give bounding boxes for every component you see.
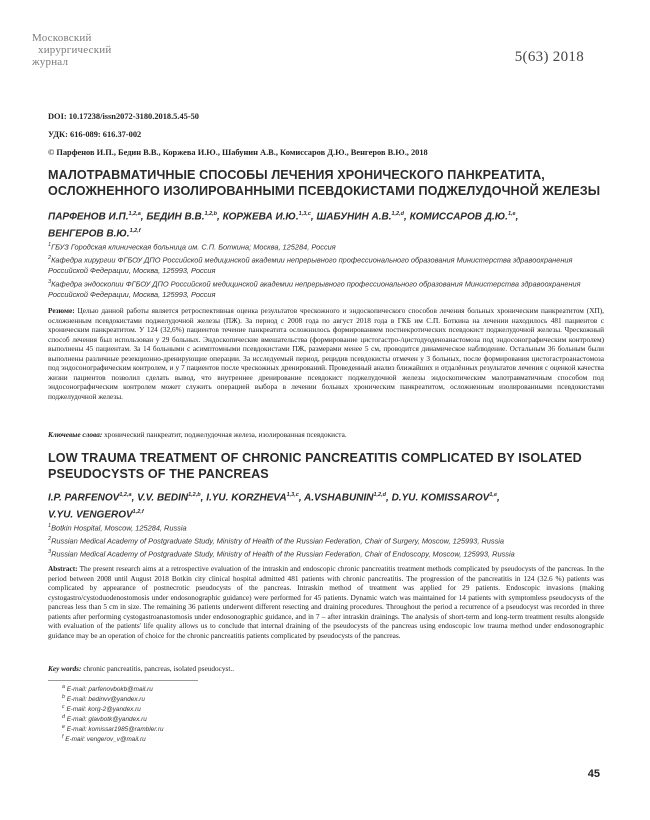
affiliation-text: Russian Medical Academy of Postgraduate Study, Ministry of Health of the Russian Federation, Chair of Surgery, Moscow, 125993, Russia [51, 536, 505, 546]
email-item [62, 724, 164, 734]
affiliations-en [48, 521, 608, 560]
keywords-ru-text: хронический панкреатит, поджелудочная железа, изолированная псевдокиста. [104, 430, 347, 439]
author: V.V. BEDIN [137, 492, 189, 504]
author-sup: 1,2,d [391, 211, 405, 217]
abstract-en [48, 564, 604, 640]
author-sup: 1,3,c [286, 492, 299, 498]
affiliations-ru [48, 240, 608, 300]
author-sup: 1,2,a [128, 211, 141, 217]
affiliation-text: Russian Medical Academy of Postgraduate Study, Ministry of Health of the Russian Federation, Chair of Endoscopy, Moscow, 125993, Russia [51, 549, 515, 559]
affiliation [48, 253, 608, 277]
email-item [62, 714, 164, 724]
abstract-en-text: The present research aims at a retrospective evaluation of the intraskin and endoscopic chronic pancreatitis treatment methods complicated by pseudocysts of the pancreas. In the period between 2008 until August 2018 Botkin city clinical hospital admitted 481 patients with chronic pancreatitis. The progression of the pancreatitis in 124 (32.6 %) patients was complicated by appearance of postnecrotic pseudocysts of the pancreas. Intraskin method of treatment was applied for 29 patients. Endoscopic invasions (making cystogastro/cystoduodenostomosis under endosonographic guidance) were performed for 45 patients. Dynamic watch was maintained for 14 patients with symptomless pseudocysts of the pancreas less than 5 cm in size. The remaining 36 patients underwent different resecting and draining procedures. Throughout the period a recurrence of a pseudocyst was recorded in three patients after performing cystogastroanastomosis under endosonographic guidance, and in 7 – after intraskin drainings. The analysis of short-term and long-term treatment results alongside with evaluation of the patients' life quality allows us to conclude that internal draining of the pseudocysts of the pancreas using endoscopic low trauma method under endosonographic guidance may be an operation of choice for the chronic pancreatitis patients complicated by pseudocysts of the pancreas. [48, 564, 604, 640]
affiliation-sup: 1 [48, 523, 52, 529]
email-sup: c [62, 703, 65, 710]
affiliation [48, 534, 608, 547]
author: V.YU. VENGEROV [48, 509, 133, 521]
affiliation-text: Кафедра эндоскопии ФГБОУ ДПО Российской медицинской академии непрерывного профессионального образования Министерства здравоохранения Российской Федерации, Москва, 125993, Россия [48, 279, 581, 299]
issue-number: 5(63) 2018 [514, 49, 584, 65]
author-sup: 1,2,f [129, 228, 141, 235]
author-sup: 1,2,d [373, 492, 386, 498]
author: I.P. PARFENOV [48, 492, 120, 504]
author-sup: 1,2,b [188, 492, 201, 498]
abstract-ru-text: Целью данной работы является ретроспективная оценка результатов чрескожного и эндоскопического способов лечения больных хроническим панкреатитом (ХП), осложненным псевдокистами поджелудочной железы (ПЖ). За период с 2008 года по август 2018 года в ГКБ им С.П. Боткина на лечении находилось 481 пациентов с хроническим панкреатитом. У 124 (32,6%) пациентов течение панкреатита осложнилось формированием постнекротических псевдокист поджелудочной железы. Чрескожный способ лечения был использован у 29 больных. Эндоскопические вмешательства (формирование цистогастро-/цистодуоденоанастомоза под эндосонографическим контролем) выполнены 45 пациентам. За 14 больными с асимптомными псевдокистами ПЖ, размерами менее 5 см, проводится динамическое наблюдение. Остальным 36 больным были выполнены различные резекционно-дренирующие операции. За исследуемый период, рецидив псевдокисты отмечен у 3 больных, после формирования цистогастроанастомоза под эндосонографическим контролем, и у 7 пациентов после чрескожных дренирований. Проведенный анализ ближайших и отдалённых результатов лечения с оценкой качества жизни пациентов позволил сделать вывод, что внутреннее дренирование псевдокист поджелудочной железы эндоскопическим малотравматичным способом под эндосонографическим контролем может служить операцией выбора в лечении больных хроническим панкреатитом, осложненным изолированными псевдокистами поджелудочной железы. [48, 306, 604, 401]
email-text[interactable]: E-mail: parfenovbokb@mail.ru [66, 686, 153, 694]
copyright: © Парфенов И.П., Бедин В.В., Коржева И.Ю., Шабунин А.В., Комиссаров Д.Ю., Венгеров В.Ю., 2018 [48, 148, 428, 157]
author: КОРЖЕВА И.Ю. [222, 211, 299, 223]
logo-line-1: Московский [32, 32, 92, 44]
affiliation [48, 521, 608, 534]
author-sup: 1,2,f [132, 509, 144, 516]
affiliation [48, 547, 608, 560]
email-item [62, 694, 164, 704]
affiliation [48, 277, 608, 301]
author: I.YU. KORZHEVA [206, 492, 287, 504]
email-text[interactable]: E-mail: bedinvv@yandex.ru [66, 696, 145, 704]
authors-ru: ПАРФЕНОВ И.П.$^{1,2,a}$, БЕДИН В.В.$^{1,2,b}$, КОРЖЕВА И.Ю.$^{1,3,c}$, ШАБУНИН А.В.$^{1,2,d}$, КОМИССАРОВ Д.Ю.$^{1,e}$, ВЕНГЕРОВ В.Ю.$^{1,2,f}$ [48, 211, 519, 240]
affiliation-text: ГБУЗ Городская клиническая больница им. С.П. Боткина; Москва, 125284, Россия [51, 242, 336, 252]
email-sup: a [62, 684, 65, 690]
page-number: 45 [587, 768, 600, 780]
email-sup: f [62, 733, 64, 740]
keywords-en-text: chronic pancreatitis, pancreas, isolated pseudocyst.. [83, 664, 235, 673]
abstract-ru [48, 306, 604, 401]
keywords-en [48, 664, 604, 674]
udk: УДК: 616-089: 616.37-002 [48, 130, 142, 139]
keywords-en-label: Key words: [48, 664, 82, 673]
email-text[interactable]: E-mail: korg-2@yandex.ru [66, 705, 141, 713]
title-ru-line-2: ОСЛОЖНЕННОГО ИЗОЛИРОВАННЫМИ ПСЕВДОКИСТАМИ ПОДЖЕЛУДОЧНОЙ ЖЕЛЕЗЫ [48, 184, 601, 198]
email-item [62, 734, 164, 744]
footnote-divider [48, 680, 198, 681]
author: КОМИССАРОВ Д.Ю. [409, 211, 508, 223]
email-text[interactable]: E-mail: glavbotk@yandex.ru [66, 715, 147, 723]
email-footnotes [62, 684, 164, 744]
author-sup: 1,3,c [298, 211, 311, 217]
abstract-en-label: Abstract: [48, 564, 78, 573]
authors-en: I.P. PARFENOV$^{1,2,a}$, V.V. BEDIN$^{1,2,b}$, I.YU. KORZHEVA$^{1,3,c}$, A.VSHABUNIN$^{1,2,d}$, D.YU. KOMISSAROV$^{1,e}$, V.YU. VENGEROV$^{1,2,f}$ [48, 492, 500, 521]
author: ВЕНГЕРОВ В.Ю. [48, 228, 130, 240]
author: ПАРФЕНОВ И.П. [48, 211, 129, 223]
logo-line-3: журнал [32, 56, 69, 68]
title-en-line-2: PSEUDOCYSTS OF THE PANCREAS [48, 467, 269, 481]
author: БЕДИН В.В. [146, 211, 205, 223]
affiliation [48, 240, 608, 253]
title-en-line-1: LOW TRAUMA TREATMENT OF CHRONIC PANCREATITIS COMPLICATED BY ISOLATED [48, 451, 582, 465]
author: ШАБУНИН А.В. [316, 211, 392, 223]
affiliation-sup: 3 [48, 549, 52, 556]
affiliation-sup: 2 [48, 536, 52, 543]
affiliation-text: Кафедра хирургии ФГБОУ ДПО Российской медицинской академии непрерывного профессионального образования Министерства здравоохранения Российской Федерации, Москва, 125993, Россия [48, 255, 573, 276]
doi: DOI: 10.17238/issn2072-3180.2018.5.45-50 [48, 112, 199, 121]
logo-line-2: хирургический [38, 44, 112, 56]
author: A.VSHABUNIN [304, 492, 374, 504]
affiliation-sup: 3 [48, 278, 52, 285]
email-text[interactable]: E-mail: vengerov_v@mail.ru [65, 735, 146, 743]
keywords-ru-label: Ключевые слова: [48, 430, 103, 439]
author: D.YU. KOMISSAROV [391, 492, 490, 504]
email-item [62, 704, 164, 714]
author-sup: 1,2,b [204, 211, 218, 217]
email-item [62, 684, 164, 694]
author-sup: 1,2,a [119, 492, 132, 498]
keywords-ru [48, 430, 604, 440]
title-ru-line-1: МАЛОТРАВМАТИЧНЫЕ СПОСОБЫ ЛЕЧЕНИЯ ХРОНИЧЕСКОГО ПАНКРЕАТИТА, [48, 168, 545, 182]
title-en [48, 450, 608, 482]
affiliation-sup: 2 [48, 255, 52, 262]
abstract-ru-label: Резюме: [48, 306, 75, 315]
author-sup: 1,e [489, 492, 498, 498]
email-sup: d [62, 713, 65, 720]
journal-logo [32, 32, 142, 72]
title-ru [48, 167, 608, 199]
affiliation-text: Botkin Hospital, Moscow, 125284, Russia [51, 523, 187, 533]
affiliation-sup: 1 [48, 242, 52, 248]
author-sup: 1,e [507, 211, 516, 217]
email-sup: e [62, 723, 65, 730]
email-text[interactable]: E-mail: komissar1985@rambler.ru [66, 725, 164, 733]
email-sup: b [62, 693, 65, 700]
